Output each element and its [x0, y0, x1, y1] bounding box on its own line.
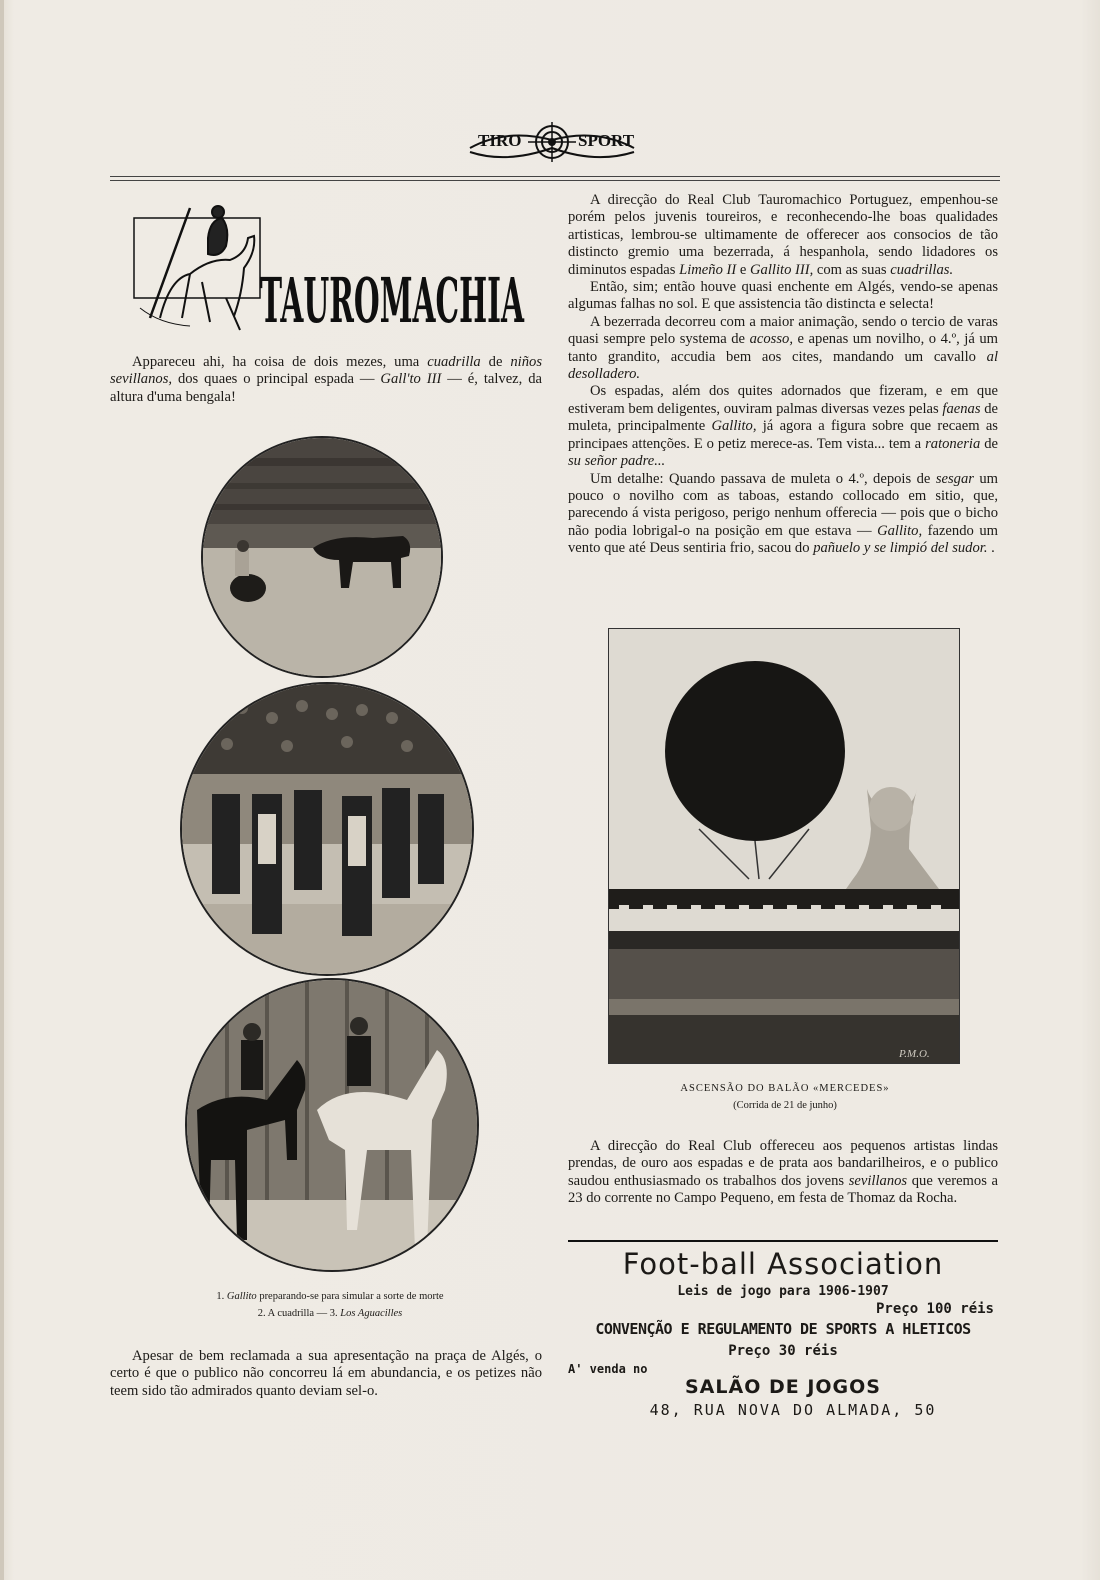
article-right-closing: A direcção do Real Club offereceu aos pequenos artistas lindas prendas, de ouro aos espadas e de prata aos bandarilheiros, e o publico saudou enthusiasmado os trabalhos dos jovens sevillanos que veremos a 23 do corrente no Campo Pequeno, em festa de Thomaz da Rocha.: [568, 1138, 998, 1207]
advert-address: 48, RUA NOVA DO ALMADA, 50: [649, 1401, 937, 1419]
photo-signature: P.M.O.: [899, 1048, 930, 1060]
page-edge: [0, 0, 4, 1580]
caption-left: 1. Gallito preparando-se para simular a sorte de morte 2. A cuadrilla — 3. Los Aguacilles: [216, 1291, 444, 1319]
photo-aguacilles: [185, 978, 479, 1272]
advert-sale: A' venda no: [568, 1362, 648, 1376]
caption-balloon: ASCENSÃO DO BALÃO «MERCEDES» (Corrida de 21 de junho): [680, 1083, 890, 1111]
svg-text:TIRO: TIRO: [478, 131, 522, 150]
masthead-rule-2: [110, 180, 1000, 181]
advert-line-convencao: CONVENÇÃO E REGULAMENTO DE SPORTS A HLETICOS: [595, 1320, 971, 1338]
masthead-rule: [110, 176, 1000, 177]
photo-balloon-mercedes: [608, 628, 960, 1064]
advert-football: [568, 1240, 998, 1430]
advert-price-100: Preço 100 réis: [875, 1301, 994, 1317]
intro-paragraph: Appareceu ahi, ha coisa de dois mezes, uma cuadrilla de niños sevillanos, dos quaes o principal espada — Gall'to III — é, talvez, da altura d'uma bengala!: [110, 354, 542, 405]
advert-price-30: Preço 30 réis: [728, 1343, 838, 1359]
tauromachia-heading: [130, 198, 530, 338]
heading-title: TAUROMACHIA: [260, 264, 525, 337]
photo-cuadrilla: [180, 682, 474, 976]
picador-illustration: [134, 206, 260, 330]
masthead-logo: [466, 118, 638, 166]
advert-line-laws: Leis de jogo para 1906-1907: [677, 1284, 889, 1299]
article-left-closing: Apesar de bem reclamada a sua apresentação na praça de Algés, o certo é que o publico não concorreu lá em abundancia, e os petizes não teem sido tão admirados quanto deviam sel-o.: [110, 1348, 542, 1399]
advert-salao: SALÃO DE JOGOS: [685, 1376, 881, 1398]
photo-gallito-bull: [201, 436, 443, 678]
article-right-column: A direcção do Real Club Tauromachico Portuguez, empenhou-se porém pelos juvenis toureiros, e reconhecendo-lhe boas qualidades artisticas, lembrou-se ultimamente de offerecer aos consocios de tão distincto gremio uma bezerrada, á hespanhola, sendo lidadores os diminutos espadas Limeño II e Gallito III, com as suas cuadrillas. Então, sim; então houve quasi enchente em Algés, vendo-se apenas algumas falhas no sol. E que assistencia tão distincta e selecta! A bezerrada decorreu com a maior animação, sendo o tercio de varas quasi sempre pelo systema de acosso, e apenas um novilho, o 4.º, já um tanto grandito, accudia bem aos cites, mandando um cavallo al desolladero. Os espadas, além dos quites adornados que fizeram, e em que estiveram bem deligentes, ouviram palmas diversas vezes pelas faenas de muleta, principalmente Gallito, já agora a figura sobre que recaem as principaes attenções. E o petiz merece-as. Tem vista... tem a ratoneria de su señor padre... Um detalhe: Quando passava de muleta o 4.º, depois de sesgar um pouco o novilho com as taboas, estando collocado em sitio, que, parecendo á vista perigoso, perigo nenhum offerecia — pois que o bicho não podia lobrigal-o na posição em que estava — Gallito, fazendo um vento que até Deus sentiria frio, sacou do pañuelo y se limpió del sudor. .: [568, 192, 999, 557]
advert-title: Foot-ball Association: [622, 1247, 944, 1281]
svg-text:SPORT: SPORT: [578, 131, 635, 150]
advert-rule: [568, 1240, 998, 1242]
